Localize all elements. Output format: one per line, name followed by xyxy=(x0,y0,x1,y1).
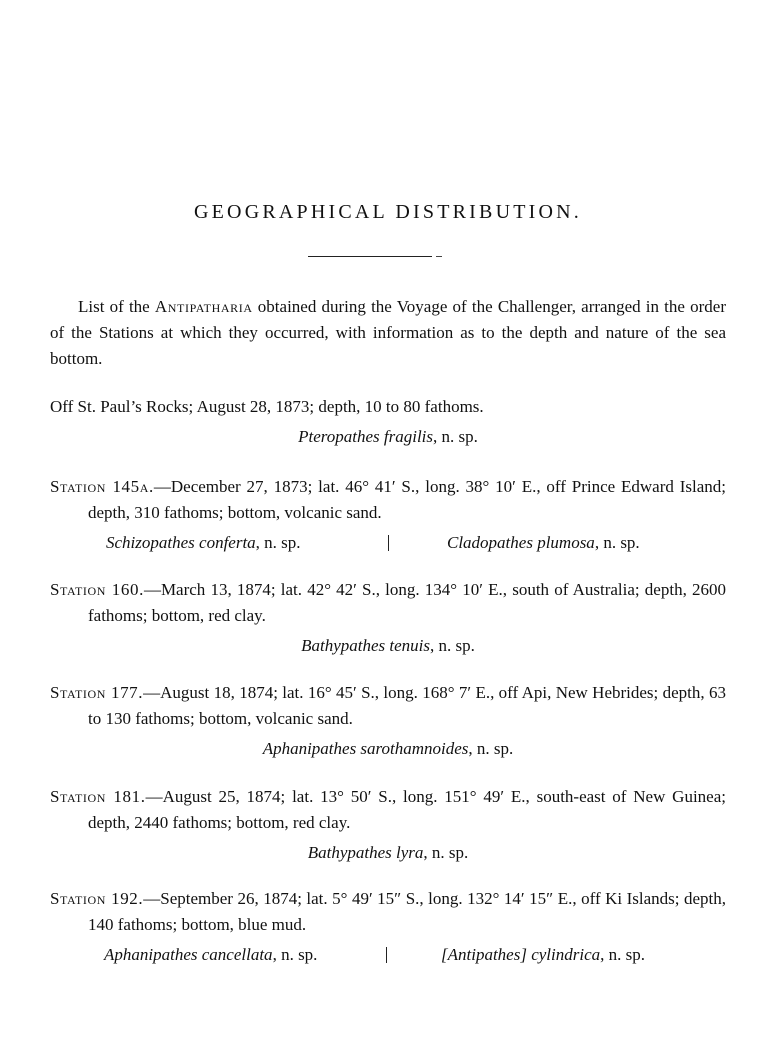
species-right xyxy=(387,942,645,968)
species-line xyxy=(50,633,726,659)
entry-heading xyxy=(50,577,726,629)
entry-heading xyxy=(50,886,726,938)
species-suffix: , n. sp. xyxy=(433,427,478,446)
page-title: GEOGRAPHICAL DISTRIBUTION. xyxy=(193,201,582,224)
species-suffix: , n. sp. xyxy=(423,843,469,862)
species-name: Aphanipathes sarothamnoides xyxy=(262,739,469,758)
species-suffix: , n. sp. xyxy=(255,533,301,552)
station-text: —March 13, 1874; lat. 42° 42′ S., long. 134° 10′ E., south of Australia; depth, 2600 fathoms; bottom, red clay. xyxy=(88,580,726,625)
species-line xyxy=(50,942,726,968)
species-left xyxy=(50,942,386,968)
station-text: —December 27, 1873; lat. 46° 41′ S., long. 38° 10′ E., off Prince Edward Island; depth, 310 fathoms; bottom, volcanic sand. xyxy=(88,477,726,522)
species-line xyxy=(50,424,726,450)
intro-paragraph xyxy=(50,294,726,372)
station-label: Station 192. xyxy=(50,889,144,908)
station-label: Station 145a. xyxy=(50,477,154,496)
species-suffix: , n. sp. xyxy=(594,533,640,552)
intro-pre: List of the xyxy=(78,297,155,316)
station-entry xyxy=(50,474,726,556)
species-name: Bathypathes lyra xyxy=(307,843,424,862)
station-text: —September 26, 1874; lat. 5° 49′ 15″ S., long. 132° 14′ 15″ E., off Ki Islands; depth, 140 fathoms; bottom, blue mud. xyxy=(88,889,726,934)
species-name: Bathypathes tenuis xyxy=(301,636,431,655)
station-entry xyxy=(50,784,726,866)
species-name: [Antipathes] cylindrica xyxy=(441,945,601,964)
station-entry xyxy=(50,680,726,762)
intro-group: Antipatharia xyxy=(154,297,253,316)
species-right xyxy=(389,530,640,556)
species-left xyxy=(50,530,388,556)
entry-heading xyxy=(50,784,726,836)
station-text: —August 25, 1874; lat. 13° 50′ S., long. 151° 49′ E., south-east of New Guinea; depth, 2440 fathoms; bottom, red clay. xyxy=(88,787,726,832)
species-suffix: , n. sp. xyxy=(468,739,514,758)
species-name: Pteropathes fragilis xyxy=(298,427,434,446)
species-suffix: , n. sp. xyxy=(272,945,318,964)
species-line xyxy=(50,840,726,866)
species-line xyxy=(50,530,726,556)
station-entry xyxy=(50,394,726,450)
species-suffix: , n. sp. xyxy=(600,945,645,964)
species-suffix: , n. sp. xyxy=(430,636,475,655)
station-text: —August 18, 1874; lat. 16° 45′ S., long. 168° 7′ E., off Api, New Hebrides; depth, 63 to 130 fathoms; bottom, volcanic sand. xyxy=(88,683,726,728)
station-label: Station 160. xyxy=(50,580,144,599)
entry-heading xyxy=(50,680,726,732)
station-label: Station 177. xyxy=(50,683,144,702)
species-name: Aphanipathes cancellata xyxy=(104,945,273,964)
species-name: Cladopathes plumosa xyxy=(447,533,595,552)
station-label: Station 181. xyxy=(50,787,146,806)
entry-heading xyxy=(50,474,726,526)
station-entry xyxy=(50,577,726,659)
species-line xyxy=(50,736,726,762)
species-name: Schizopathes conferta xyxy=(106,533,256,552)
station-entry xyxy=(50,886,726,968)
intro-post: obtained during the Voyage of the Challenger, arranged in the order of the Stations at which they occurred, with information as to the depth and nature of the sea bottom. xyxy=(50,297,726,368)
title-rule xyxy=(308,256,432,257)
entry-heading: Off St. Paul’s Rocks; August 28, 1873; depth, 10 to 80 fathoms. xyxy=(50,397,484,416)
